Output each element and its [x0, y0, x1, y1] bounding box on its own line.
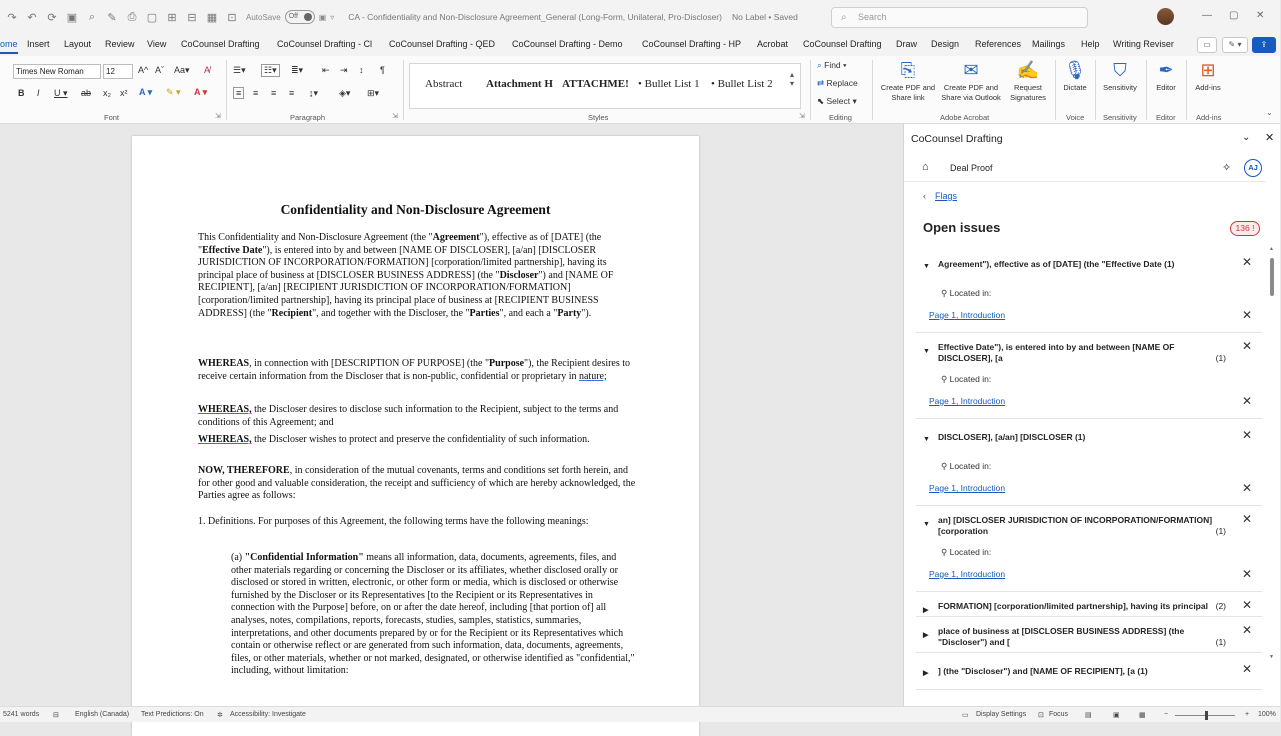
tab-help[interactable]: Help [1081, 39, 1100, 49]
autosave [246, 10, 334, 24]
style-abstract[interactable]: Abstract [425, 78, 463, 90]
multilevel-list-icon[interactable]: ≣▾ [291, 65, 304, 75]
issue-count: (1) [1215, 353, 1226, 363]
location-link-row [916, 477, 1262, 499]
styles-dialog-launcher-icon[interactable]: ⇲ [799, 113, 805, 120]
separator [226, 60, 227, 120]
group-label-paragraph: Paragraph [290, 113, 326, 122]
tab-cocounsel-drafting-2[interactable]: CoCounsel Drafting [803, 39, 882, 49]
separator [1055, 60, 1056, 120]
style-attachme[interactable]: ATTACHME! [562, 78, 629, 90]
document-page[interactable] [132, 136, 699, 736]
microphone-icon: 🎙 [1063, 60, 1087, 80]
customize-qa-icon[interactable]: ▿ [330, 12, 335, 22]
strikethrough-icon[interactable]: ab [81, 88, 92, 98]
autosave-toggle[interactable]: Off [285, 10, 315, 24]
group-label-voice: Voice [1066, 113, 1085, 122]
decrease-indent-icon[interactable]: ⇤ [322, 65, 330, 75]
dictate-button[interactable] [1058, 59, 1092, 93]
minimize-icon[interactable]: — [1202, 10, 1212, 21]
sensitivity-button[interactable] [1098, 59, 1142, 93]
issue-header[interactable] [916, 592, 1262, 616]
request-signatures-label: Request Signatures [1010, 83, 1046, 102]
text-run: "), is entered into by and between [NAME OF DISCLOSER], [a/an] [DISCLOSER JURISDICTION OF INCORPORATION/FORMATION] [corporation/limited partnership], having its principal place of business at [DISCLOSER BUSINESS ADDRESS] (the " [198, 244, 607, 281]
display-settings[interactable]: Display Settings [976, 711, 1027, 718]
issue-item [916, 419, 1262, 506]
dismiss-issue-icon[interactable]: ✕ [1241, 662, 1252, 676]
issue-text: Agreement"), effective as of [DATE] (the "Effective Date (1) [938, 259, 1175, 269]
issue-header[interactable] [916, 617, 1262, 652]
dismiss-issue-icon[interactable]: ✕ [1241, 255, 1252, 269]
accessibility-icon[interactable]: ✲ [217, 712, 223, 719]
document-title-heading: Confidentiality and Non-Disclosure Agreement [280, 202, 551, 217]
style-bullet-list-2[interactable]: • Bullet List 2 [711, 78, 773, 90]
home-icon[interactable]: ⌂ [922, 161, 929, 173]
status-bar [0, 706, 1280, 722]
location-pin-icon: ⚲ [941, 288, 950, 298]
signature-icon: ✍ [1016, 60, 1040, 80]
layout-icon[interactable]: ▦ [206, 11, 218, 24]
panel-header [904, 124, 1281, 154]
tab-writing-reviser[interactable]: Writing Reviser [1113, 39, 1174, 49]
panel-toolbar [904, 154, 1266, 182]
location-pin-icon: ⚲ [941, 547, 950, 557]
location-pin-icon: ⚲ [941, 374, 950, 384]
style-attachment-h[interactable]: Attachment H [486, 78, 553, 90]
text-run: WHEREAS, [198, 404, 252, 415]
panel-user-avatar[interactable]: AJ [1244, 159, 1262, 177]
collapse-ribbon-icon[interactable]: ⌄ [1266, 108, 1273, 117]
tab-cocounsel-drafting-demo[interactable]: CoCounsel Drafting - Demo [512, 39, 623, 49]
definitions-paragraph [198, 516, 638, 529]
clear-formatting-icon[interactable]: A̸ [204, 65, 211, 75]
find-icon: ⌕ [817, 60, 825, 70]
caret-down-icon[interactable]: ▼ [923, 263, 930, 270]
whereas-paragraph-3 [198, 434, 638, 447]
grid-icon[interactable]: ⊡ [227, 11, 237, 24]
text-run: ", and each a " [499, 307, 558, 319]
find-label: Find [824, 60, 841, 70]
language[interactable]: English (Canada) [75, 711, 130, 718]
open-issues-heading: Open issues [923, 220, 1001, 235]
editor-label: Editor [1156, 83, 1176, 92]
format-painter-icon[interactable]: ✎ [107, 11, 117, 24]
issue-header[interactable] [916, 506, 1262, 541]
ribbon-tabs [0, 34, 1280, 56]
issue-item [916, 592, 1262, 617]
tab-draw[interactable]: Draw [896, 39, 918, 49]
tab-cocounsel-drafting-qed[interactable]: CoCounsel Drafting - QED [389, 39, 496, 49]
addins-label: Add-ins [1195, 83, 1221, 92]
issue-header[interactable] [916, 246, 1262, 282]
issues-scrollbar[interactable] [1269, 246, 1275, 662]
issue-text: place of business at [DISCLOSER BUSINESS ADDRESS] (the "Discloser") and [ [938, 626, 1185, 647]
separator [403, 60, 404, 120]
group-label-editing: Editing [829, 113, 852, 122]
issue-count-badge: 136 ! [1230, 221, 1260, 236]
text-run: means all information, data, documents, agreements, files, and other materials regarding or concerning the Discloser or its affiliates, whether disclosed orally or disclosed or stored in written, electronic, or other form or media, which is disclosed or otherwise furnished by the Discloser or its Representatives [to the Recipient or its Representatives in connection with the Purpose] before, on or after the date hereof, including [that portion of] all analyses, notes, compilations, reports, forecasts, studies, samples, statistics, summaries, interpretations, and other documents prepared by or for the Recipient or its Representatives which contain or otherwise reflect or are generated from such information, data, documents, agreements, files, or other materials, whether or not marked, designated, or otherwise identified as "confidential," including, without limitation: [231, 552, 635, 677]
align-right-icon[interactable]: ≡ [271, 88, 277, 98]
bold-icon[interactable]: B [18, 88, 25, 98]
select-icon: ⬉ [817, 96, 827, 106]
location-pin-icon: ⚲ [941, 461, 950, 471]
zoom-in-icon[interactable]: + [1245, 711, 1250, 718]
superscript-icon[interactable]: x² [120, 88, 128, 98]
located-in-label: Located in: [949, 374, 992, 384]
separator [1146, 60, 1147, 120]
text-run: Agreement [432, 232, 480, 243]
editor-button[interactable] [1150, 59, 1182, 93]
text-run: Parties [469, 307, 500, 319]
separator [872, 60, 873, 120]
styles-gallery [409, 63, 801, 109]
pdf-link-icon: ⎘ [900, 60, 916, 80]
zoom-slider-thumb[interactable] [1205, 711, 1208, 720]
addins-button[interactable] [1190, 59, 1226, 93]
text-run: Discloser [499, 269, 539, 281]
issue-text: Effective Date"), is entered into by and between [NAME OF DISCLOSER], [a [938, 342, 1175, 363]
sensitivity-icon: ⛉ [1113, 60, 1127, 80]
text-predictions[interactable]: Text Predictions: On [141, 711, 204, 718]
location-link[interactable]: Page 1, Introduction [929, 483, 1006, 493]
issue-item [916, 333, 1262, 419]
tab-cocounsel-drafting-cl[interactable]: CoCounsel Drafting - Cl [277, 39, 373, 49]
create-pdf-share-link-label: Create PDF and Share link [880, 83, 936, 102]
caret-right-icon[interactable]: ▶ [923, 607, 929, 614]
issue-item [916, 506, 1262, 592]
new-doc-icon[interactable]: ▢ [146, 11, 158, 24]
create-pdf-share-link-button[interactable] [877, 59, 939, 103]
caret-right-icon[interactable]: ▶ [923, 632, 929, 639]
text-run: WHEREAS [198, 358, 250, 369]
paragraph-dialog-launcher-icon[interactable]: ⇲ [392, 113, 398, 120]
grow-font-icon[interactable]: A^ [138, 65, 149, 75]
display-settings-icon[interactable]: ▭ [962, 712, 969, 719]
tab-insert[interactable]: Insert [27, 39, 50, 49]
text-run: WHEREAS, [198, 434, 252, 445]
located-in [916, 541, 1262, 563]
tab-acrobat[interactable]: Acrobat [757, 39, 789, 49]
ribbon [0, 56, 1280, 124]
editing-mode-icon[interactable]: ✎ ▾ [1222, 37, 1248, 53]
issue-count: (1) [1215, 526, 1226, 536]
autosave-label: AutoSave [246, 12, 281, 22]
group-label-sensitivity: Sensitivity [1103, 113, 1137, 122]
text-run: the Discloser desires to disclose such information to the Recipient, subject to the terms and conditions of this Agreement; and [198, 404, 619, 428]
line-spacing-icon[interactable]: ↨▾ [309, 88, 319, 98]
bullets-icon[interactable]: ☰▾ [233, 65, 246, 75]
location-link[interactable]: Page 1, Introduction [929, 396, 1006, 406]
close-window-icon[interactable]: ✕ [1256, 10, 1265, 21]
caret-right-icon[interactable]: ▶ [923, 670, 929, 677]
issue-item [916, 246, 1262, 333]
font-size-dropdown[interactable]: 12 [103, 64, 133, 79]
panel-title: CoCounsel Drafting [911, 133, 1003, 145]
text-run: ") and [NAME OF RECIPIENT], [a/an] [RECIPIENT JURISDICTION OF INCORPORATION/FORMATION] [corporation/limited partnership], having its principal place of business at [RECIPIENT BUSINESS ADDRESS] (the " [198, 269, 614, 319]
separator [1095, 60, 1096, 120]
read-mode-icon[interactable]: ▤ [1085, 712, 1092, 719]
sensitivity-label: Sensitivity [1103, 83, 1137, 92]
location-link-row [916, 563, 1262, 585]
text-run: Recipient [271, 307, 313, 319]
text-run: , in consideration of the mutual covenants, terms and conditions set forth herein, and for other good and valuable consideration, the receipt and sufficiency of which are hereby acknowledged, the Parties agree as follows: [198, 465, 636, 502]
back-chevron-icon[interactable]: ‹ [923, 191, 926, 201]
location-link[interactable]: Page 1, Introduction [929, 569, 1006, 579]
dismiss-location-icon[interactable]: ✕ [1241, 394, 1252, 408]
issue-count: (2) [1215, 601, 1226, 611]
sparkle-icon[interactable]: ✧ [1222, 162, 1232, 174]
focus-mode[interactable]: Focus [1049, 711, 1069, 718]
located-in [916, 282, 1262, 304]
issues-list [916, 246, 1262, 677]
text-run: "), the Recipient desires to receive certain information from the Discloser that is non-public, confidential or proprietary in [198, 358, 631, 382]
text-run: "), effective as of [DATE] (the " [198, 232, 602, 256]
dismiss-issue-icon[interactable]: ✕ [1241, 339, 1252, 353]
text-run: Party [557, 307, 582, 319]
table-icon[interactable]: ⊞ [167, 11, 177, 24]
issue-text: ] (the "Discloser") and [NAME OF RECIPIENT], [a (1) [938, 666, 1148, 676]
pdf-mail-icon: ✉ [963, 60, 979, 80]
find-icon[interactable]: ⌕ [88, 10, 96, 23]
print-icon[interactable]: ⎙ [127, 10, 137, 23]
replace-label: Replace [826, 78, 858, 88]
dismiss-issue-icon[interactable]: ✕ [1241, 623, 1252, 637]
editor-pen-icon: ✒ [1158, 60, 1174, 80]
text-run: This Confidentiality and Non-Disclosure Agreement (the " [198, 232, 433, 243]
text-run: "). [581, 307, 592, 319]
justify-icon[interactable]: ≡ [289, 88, 295, 98]
text-run: 1. Definitions. For purposes of this Agreement, the following terms have the following meanings: [198, 516, 589, 527]
print-layout-icon[interactable]: ▣ [1113, 712, 1120, 719]
caret-down-icon[interactable]: ▼ [923, 521, 930, 528]
text-run: Effective Date [202, 244, 263, 256]
underline-icon[interactable]: U ▾ [54, 88, 68, 98]
replace-button[interactable] [817, 78, 858, 89]
numbering-icon[interactable]: ☷▾ [261, 64, 280, 77]
located-in-label: Located in: [949, 288, 992, 298]
text-run: NOW, THEREFORE [198, 465, 290, 476]
dismiss-location-icon[interactable]: ✕ [1241, 308, 1252, 322]
font-name-dropdown[interactable]: Times New Roman [13, 64, 101, 79]
tab-home[interactable]: ome [0, 39, 18, 49]
change-case-icon[interactable]: Aa▾ [174, 65, 190, 75]
create-pdf-outlook-label: Create PDF and Share via Outlook [941, 83, 1001, 102]
dismiss-issue-icon[interactable]: ✕ [1241, 598, 1252, 612]
accessibility-status[interactable]: Accessibility: Investigate [230, 711, 306, 718]
group-label-editor: Editor [1156, 113, 1176, 122]
replace-icon: ⇄ [817, 78, 827, 88]
text-run: "Confidential Information" [244, 552, 364, 563]
located-in [916, 368, 1262, 390]
text-run: ", and together with the Discloser, the " [312, 307, 470, 319]
sensitivity-label-status[interactable]: No Label • Saved [731, 12, 798, 22]
located-in-label: Located in: [949, 461, 992, 471]
location-link-row [916, 390, 1262, 412]
intro-paragraph [198, 232, 638, 320]
issue-item [916, 617, 1262, 653]
location-link-row [916, 304, 1262, 326]
tab-view[interactable]: View [147, 39, 167, 49]
tab-review[interactable]: Review [105, 39, 135, 49]
located-in-label: Located in: [949, 547, 992, 557]
group-label-adobe-acrobat: Adobe Acrobat [940, 113, 990, 122]
focus-icon[interactable]: ⊡ [1038, 712, 1044, 719]
text-run: (a) [231, 552, 245, 563]
quick-access-toolbar [0, 11, 240, 24]
save-icon[interactable]: ▣ [66, 11, 78, 24]
group-label-font: Font [104, 113, 120, 122]
increase-indent-icon[interactable]: ⇥ [340, 65, 348, 75]
find-button[interactable]: ⌕ Find ▾ [817, 60, 847, 70]
deal-proof-label: Deal Proof [950, 163, 993, 173]
scroll-down-icon[interactable]: ▼ [1269, 654, 1274, 660]
issue-text: FORMATION] [corporation/limited partnership], having its principal [938, 601, 1208, 611]
dismiss-issue-icon[interactable]: ✕ [1241, 428, 1252, 442]
sort-icon[interactable]: ↕ [359, 65, 364, 75]
highlight-icon[interactable]: ✎ ▾ [166, 87, 181, 97]
search-input[interactable] [831, 7, 1088, 28]
tab-design[interactable]: Design [931, 39, 960, 49]
document-area[interactable] [0, 124, 903, 706]
proofing-icon[interactable]: ⊟ [53, 712, 59, 719]
scrollbar-thumb[interactable] [1270, 258, 1274, 296]
web-layout-icon[interactable]: ▦ [1139, 712, 1146, 719]
text-effects-icon[interactable]: A ▾ [139, 87, 153, 97]
tab-mailings[interactable]: Mailings [1032, 39, 1066, 49]
style-bullet-list-1[interactable]: • Bullet List 1 [638, 78, 700, 90]
share-icon[interactable]: ⇪ [1252, 37, 1276, 53]
cocounsel-drafting-panel [903, 124, 1280, 706]
subscript-icon[interactable]: x₂ [103, 88, 111, 98]
whereas-paragraph-1 [198, 358, 638, 383]
dismiss-issue-icon[interactable]: ✕ [1241, 512, 1252, 526]
shrink-font-icon[interactable]: Aˇ [155, 65, 164, 75]
dictate-label: Dictate [1063, 83, 1087, 92]
search-icon: ⌕ [841, 12, 847, 23]
tab-cocounsel-drafting-hp[interactable]: CoCounsel Drafting - HP [642, 39, 742, 49]
font-dialog-launcher-icon[interactable]: ⇲ [215, 113, 221, 120]
located-in [916, 455, 1262, 477]
styles-more-icon[interactable]: ▴ ▾ [790, 70, 795, 88]
group-label-styles: Styles [588, 113, 609, 122]
title-bar [0, 0, 1280, 34]
document-title[interactable]: CA - Confidentiality and Non-Disclosure Agreement_General (Long-Form, Unilateral, Pro-Discloser) [348, 12, 722, 22]
issue-header[interactable] [916, 333, 1262, 368]
select-button[interactable]: ⬉ Select ▾ [817, 96, 857, 106]
tab-cocounsel-drafting[interactable]: CoCounsel Drafting [181, 39, 260, 49]
separator [1186, 60, 1187, 120]
separator [810, 60, 811, 120]
insert-icon[interactable]: ⊟ [187, 11, 197, 24]
panel-options-icon[interactable]: ⌄ [1242, 132, 1251, 143]
location-link[interactable]: Page 1, Introduction [929, 310, 1006, 320]
text-run: the Discloser wishes to protect and preserve the confidentiality of such information. [251, 434, 590, 445]
italic-icon[interactable]: I [37, 88, 40, 98]
undo-icon[interactable]: ↶ [27, 11, 37, 24]
search-placeholder: Search [858, 12, 887, 22]
borders-icon[interactable]: ⊞▾ [367, 88, 380, 98]
text-run: Purpose [489, 358, 525, 369]
redo-icon[interactable]: ↷ [7, 11, 17, 24]
whereas-paragraph-2 [198, 404, 638, 429]
now-therefore-paragraph [198, 465, 638, 503]
font-color-icon[interactable]: A ▾ [194, 87, 208, 97]
caret-down-icon[interactable]: ▼ [923, 348, 930, 355]
issue-text: an] [DISCLOSER JURISDICTION OF INCORPORATION/FORMATION] [corporation [938, 515, 1213, 536]
issue-item [916, 653, 1262, 690]
addins-grid-icon: ⊞ [1200, 60, 1216, 80]
dismiss-location-icon[interactable]: ✕ [1241, 481, 1252, 495]
confidential-information-paragraph [231, 552, 638, 678]
align-center-icon[interactable]: ≡ [253, 88, 259, 98]
tab-references[interactable]: References [975, 39, 1022, 49]
user-avatar[interactable] [1157, 8, 1174, 25]
request-signatures-button[interactable] [1006, 59, 1050, 103]
align-left-icon[interactable]: ≡ [233, 87, 244, 99]
shading-icon[interactable]: ◈▾ [339, 88, 351, 98]
word-count[interactable]: 5241 words [3, 711, 40, 718]
comments-icon[interactable]: ▭ [1197, 37, 1217, 53]
tab-layout[interactable]: Layout [64, 39, 92, 49]
zoom-level[interactable]: 100% [1258, 711, 1276, 718]
caret-down-icon[interactable]: ▼ [923, 436, 930, 443]
text-run: , in connection with [DESCRIPTION OF PURPOSE] (the " [249, 358, 490, 369]
issue-header[interactable] [916, 419, 1262, 455]
flags-link[interactable]: Flags [935, 191, 958, 201]
zoom-out-icon[interactable]: − [1164, 711, 1169, 718]
scroll-up-icon[interactable]: ▲ [1269, 246, 1274, 252]
text-run: nature; [578, 370, 607, 382]
create-pdf-outlook-button[interactable] [937, 59, 1005, 103]
restore-icon[interactable]: ▢ [1229, 10, 1239, 21]
issue-header[interactable] [916, 653, 1262, 689]
group-label-addins: Add-ins [1196, 113, 1222, 122]
panel-close-icon[interactable]: ✕ [1265, 132, 1275, 144]
select-label: Select [826, 96, 851, 106]
show-formatting-icon[interactable]: ¶ [380, 65, 385, 75]
issue-text: DISCLOSER], [a/an] [DISCLOSER (1) [938, 432, 1086, 442]
dismiss-location-icon[interactable]: ✕ [1241, 567, 1252, 581]
issue-count: (1) [1215, 637, 1226, 647]
save-icon[interactable]: ▣ [318, 12, 327, 22]
sync-icon[interactable]: ⟳ [47, 11, 57, 24]
